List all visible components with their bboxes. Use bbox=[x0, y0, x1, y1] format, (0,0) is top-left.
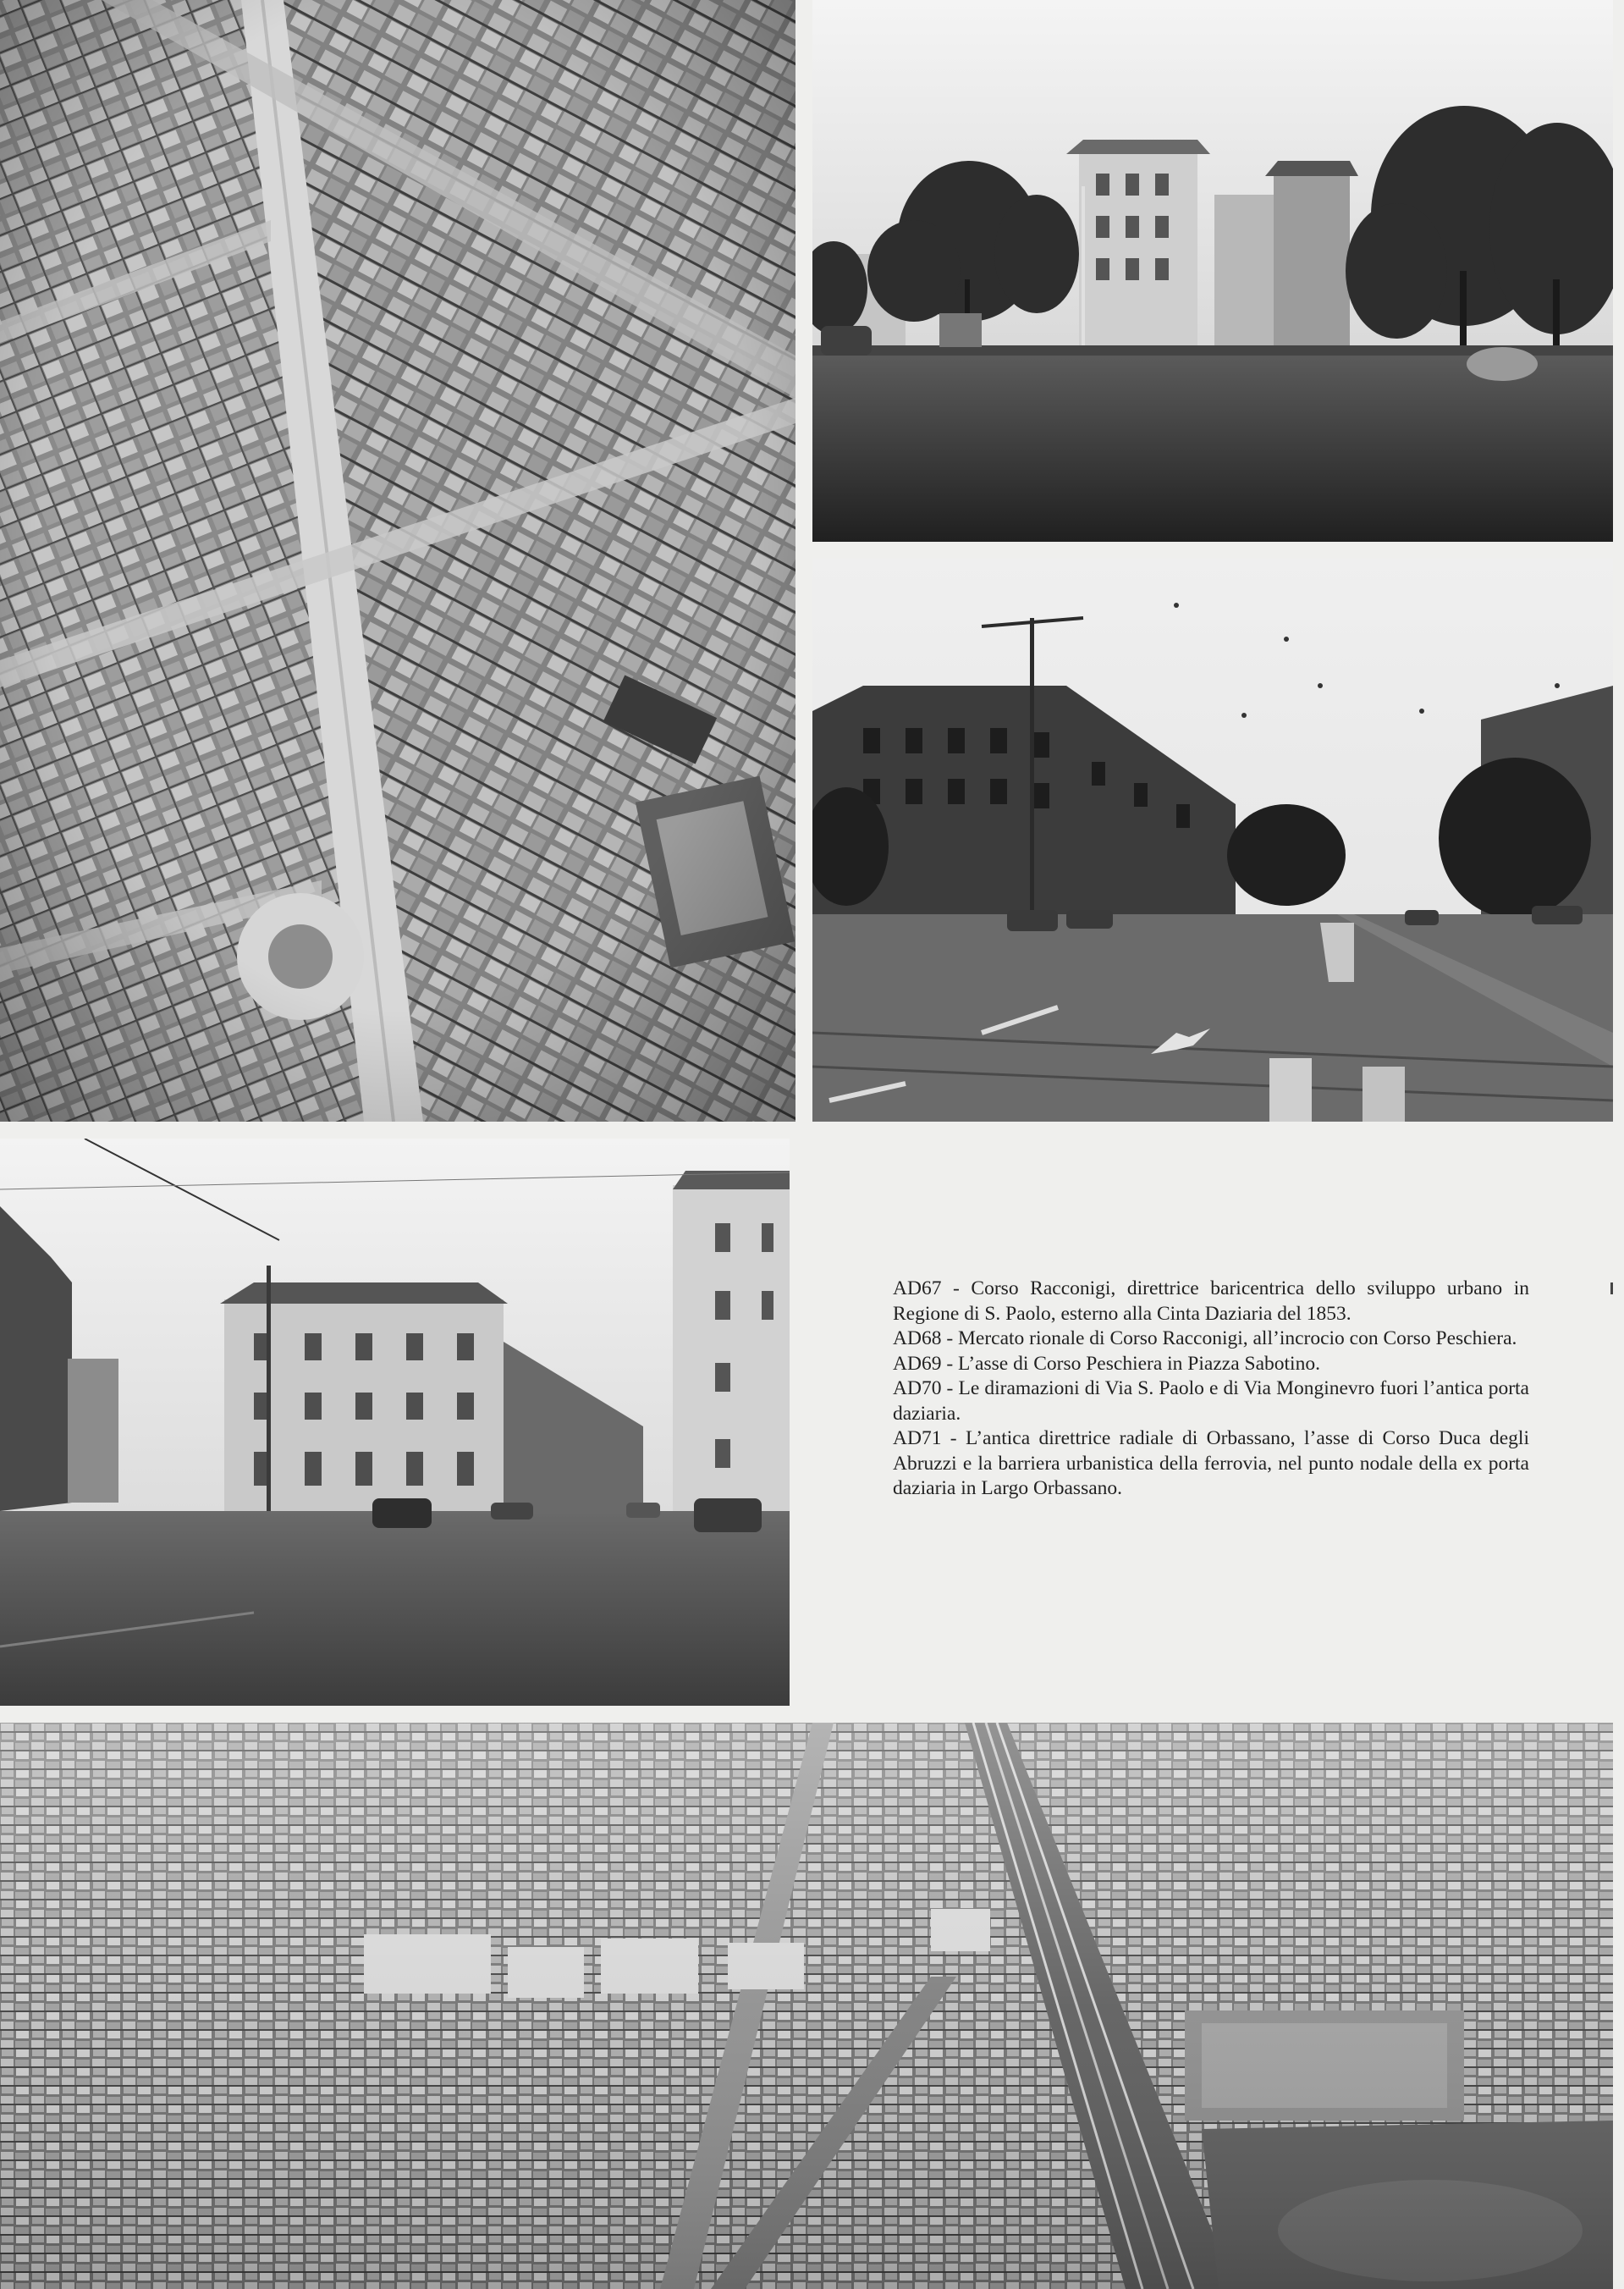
aerial-photo-bottom-railway-image bbox=[0, 1723, 1613, 2289]
caption-ad71: AD71 - L’antica direttrice radiale di Orbassano, l’asse di Corso Duca degli Abruzzi e la barriera urbanistica della ferrovia, nel punto nodale della ex porta daziaria in Largo Orbassano. bbox=[893, 1427, 1529, 1499]
photo-captions bbox=[893, 1277, 1529, 1502]
aerial-photo-bottom-railway bbox=[0, 1723, 1613, 2289]
caption-ad67: AD67 - Corso Racconigi, direttrice baricentrica dello sviluppo urbano in Regione di S. Paolo, esterno alla Cinta Daziaria del 1853. bbox=[893, 1277, 1529, 1325]
avenue-photo-tramway bbox=[812, 559, 1613, 1122]
street-corner-photo-image bbox=[0, 1139, 790, 1706]
avenue-photo-tramway-image bbox=[812, 559, 1613, 1122]
street-photo-trees-buildings bbox=[812, 0, 1613, 542]
caption-ad69: AD69 - L’asse di Corso Peschiera in Piazza Sabotino. bbox=[893, 1352, 1320, 1375]
caption-ad68: AD68 - Mercato rionale di Corso Racconigi, all’incrocio con Corso Peschiera. bbox=[893, 1327, 1517, 1349]
street-photo-trees-buildings-image bbox=[812, 0, 1613, 542]
caption-ad70: AD70 - Le diramazioni di Via S. Paolo e di Via Monginevro fuori l’antica porta daziaria. bbox=[893, 1377, 1529, 1425]
aerial-photo-top-left-image bbox=[0, 0, 795, 1122]
street-corner-photo bbox=[0, 1139, 790, 1706]
page-edge-mark bbox=[1610, 1282, 1613, 1294]
aerial-photo-top-left bbox=[0, 0, 795, 1122]
